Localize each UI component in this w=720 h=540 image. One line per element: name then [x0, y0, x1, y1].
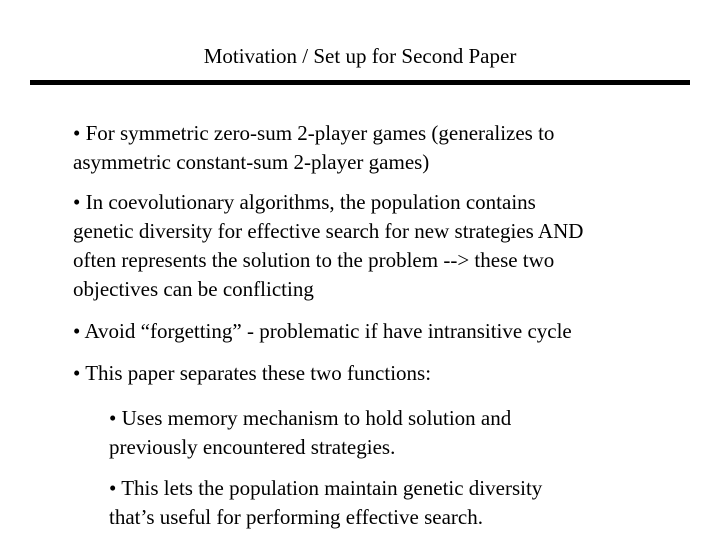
title-divider [30, 80, 690, 85]
bullet-symmetric-games [73, 119, 673, 177]
bullet-line: • For symmetric zero-sum 2-player games (generalizes to [73, 121, 555, 145]
bullet-line: genetic diversity for effective search for new strategies AND [73, 219, 584, 243]
bullet-line: that’s useful for performing effective search. [109, 505, 483, 529]
bullet-separates-functions [73, 359, 673, 388]
bullet-line: • This lets the population maintain genetic diversity [109, 476, 543, 500]
sub-bullet-genetic-diversity [109, 474, 673, 532]
bullet-avoid-forgetting [73, 317, 673, 346]
bullet-line: • In coevolutionary algorithms, the population contains [73, 190, 536, 214]
bullet-line: • This paper separates these two functions: [73, 361, 432, 385]
bullet-line: • Uses memory mechanism to hold solution and [109, 406, 512, 430]
bullet-line: previously encountered strategies. [109, 435, 396, 459]
sub-bullet-memory-mechanism [109, 404, 673, 462]
bullet-line: asymmetric constant-sum 2-player games) [73, 150, 430, 174]
slide-title: Motivation / Set up for Second Paper [203, 44, 517, 68]
bullet-list [73, 119, 673, 532]
bullet-line: • Avoid “forgetting” - problematic if have intransitive cycle [73, 319, 572, 343]
bullet-coevolutionary-algorithms [73, 188, 673, 304]
bullet-line: objectives can be conflicting [73, 277, 314, 301]
bullet-line: often represents the solution to the problem --> these two [73, 248, 555, 272]
